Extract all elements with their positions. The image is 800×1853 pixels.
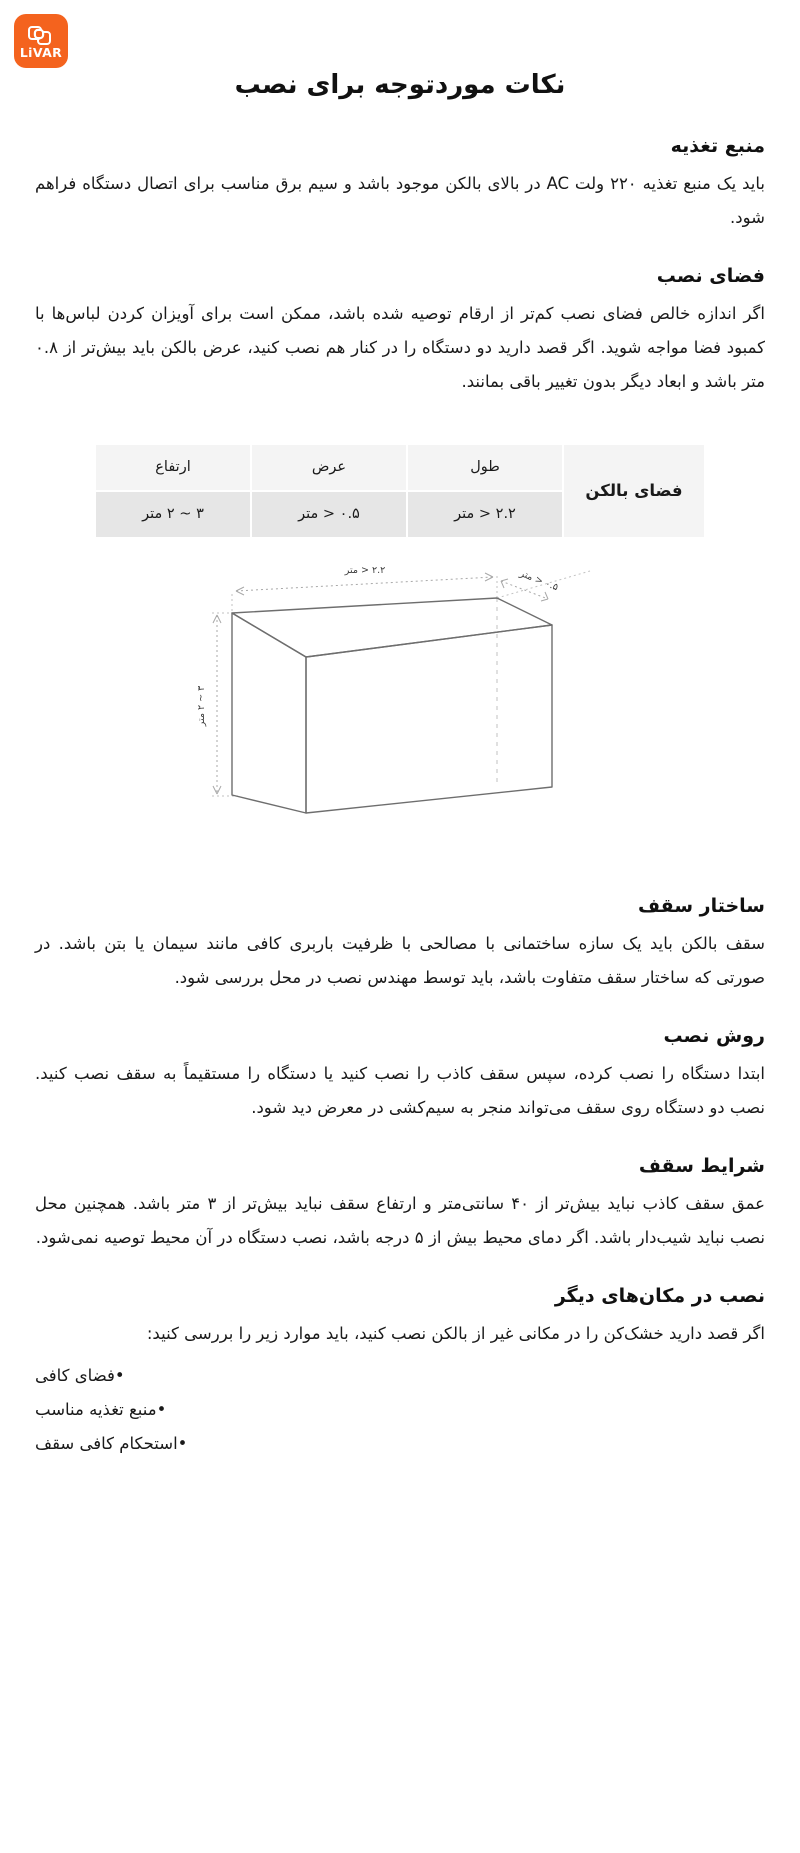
section-body-installation-method: ابتدا دستگاه را نصب کرده، سپس سقف کاذب را نصب کنید یا دستگاه را مستقیماً به سقف نصب کنید. نصب دو دستگاه روی سقف می‌تواند منجر به سیم‌کشی در معرض دید شود. (35, 1064, 765, 1118)
section-body-ceiling-structure: سقف بالکن باید یک سازه ساختمانی با مصالحی با ظرفیت باربری کافی مانند سیمان یا بتن باشد. در صورتی که ساختار سقف متفاوت باشد، باید توسط مهندس نصب در محل بررسی شود. (35, 934, 765, 988)
diagram-label-height: ۳ ~ ۲ متر (196, 685, 207, 727)
table-cell-width-value: ۰.۵ < متر (252, 492, 406, 537)
section-heading-power-supply: منبع تغذیه (670, 135, 765, 157)
section-heading-installation-method: روش نصب (663, 1024, 765, 1047)
logo-wordmark: LiVAR (19, 45, 63, 61)
table-header-row (96, 445, 704, 490)
list-item-label: فضای کافی (35, 1366, 115, 1386)
section-heading-installation-space: فضای نصب (656, 265, 765, 288)
list-item-label: منبع تغذیه مناسب (35, 1399, 157, 1419)
balcony-space-table (94, 443, 706, 539)
balcony-space-diagram (35, 551, 765, 851)
table-col-header-height: ارتفاع (96, 445, 250, 490)
list-item (35, 1359, 765, 1393)
table-col-header-length: طول (408, 445, 562, 490)
section-heading-ceiling-structure: ساختار سقف (638, 894, 765, 917)
table-col-header-width: عرض (252, 445, 406, 490)
list-item-label: استحکام کافی سقف (35, 1433, 178, 1453)
section-body-other-locations: اگر قصد دارید خشک‌کن را در مکانی غیر از بالکن نصب کنید، باید موارد زیر را بررسی کنید: (146, 1324, 765, 1344)
bullet-dot-icon: • (156, 1399, 167, 1419)
bullet-dot-icon: • (114, 1366, 125, 1386)
list-item (35, 1427, 765, 1461)
balcony-space-table-wrapper (35, 443, 765, 539)
table-cell-height-value: ۳ ~ ۲ متر (96, 492, 250, 537)
table-cell-length-value: ۲.۲ < متر (408, 492, 562, 537)
logo-badge (14, 14, 68, 68)
balcony-box-svg (190, 551, 610, 851)
table-row-label: فضای بالکن (564, 445, 704, 537)
section-body-installation-space: اگر اندازه خالص فضای نصب کم‌تر از ارقام توصیه شده باشد، ممکن است برای آویزان کردن لباس‌ها با کمبود فضا مواجه شوید. اگر قصد دارید دو دستگاه را در کنار هم نصب کنید، عرض بالکن باید بیش‌تر از ۰.۸ متر باشد و ابعاد دیگر بدون تغییر باقی بمانند. (35, 304, 765, 392)
diagram-label-length: ۲.۲ < متر (344, 564, 386, 576)
section-body-ceiling-conditions: عمق سقف کاذب نباید بیش‌تر از ۴۰ سانتی‌متر و ارتفاع سقف نباید بیش‌تر از ۳ متر باشد. همچنین محل نصب نباید شیب‌دار باشد. اگر دمای محیط بیش از ۵ درجه باشد، نصب دستگاه در آن محیط توصیه نمی‌شود. (35, 1194, 765, 1248)
list-item (35, 1393, 765, 1427)
section-body-power-supply: باید یک منبع تغذیه ۲۲۰ ولت AC در بالای بالکن موجود باشد و سیم برق مناسب برای اتصال دستگاه فراهم شود. (35, 174, 766, 228)
section-heading-ceiling-conditions: شرایط سقف (638, 1154, 765, 1177)
page-title: نکات موردتوجه برای نصب (234, 70, 566, 100)
section-heading-other-locations: نصب در مکان‌های دیگر (554, 1284, 765, 1307)
requirements-list (35, 1359, 765, 1460)
overlapping-squares-icon (28, 26, 54, 46)
diagram-label-depth: ۰.۵ < متر (518, 567, 560, 594)
bullet-dot-icon: • (177, 1433, 188, 1453)
brand-logo (14, 14, 68, 68)
